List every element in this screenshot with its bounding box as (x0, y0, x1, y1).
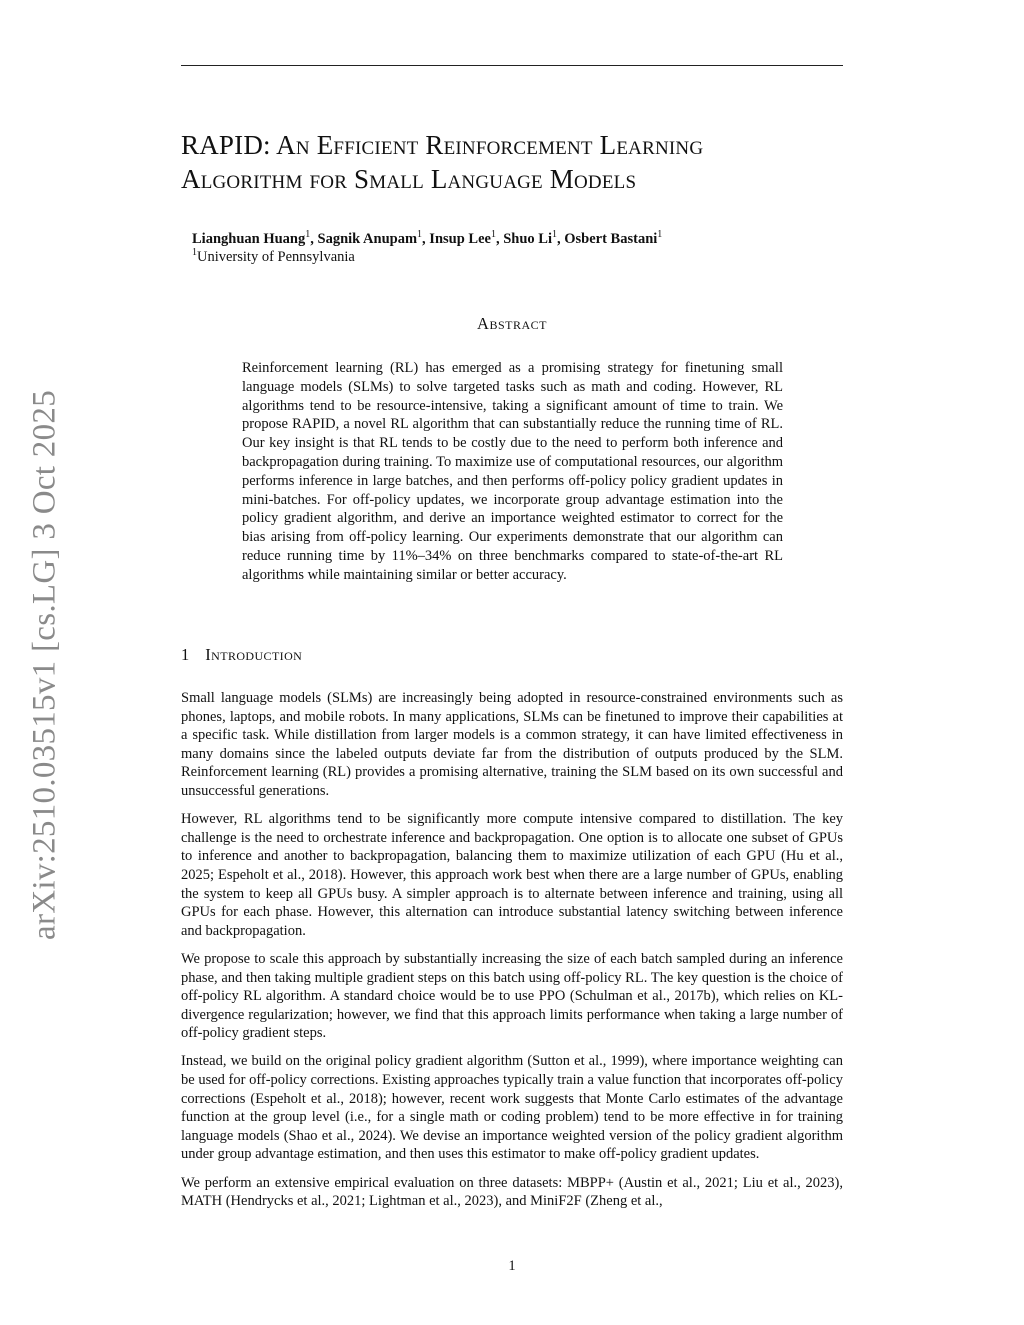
author-affiliation-mark: 1 (490, 229, 496, 240)
author-name: Lianghuan Huang (192, 230, 306, 247)
author-name: Osbert Bastani (564, 230, 658, 247)
affiliation (192, 247, 355, 266)
paper-title-line-2: Algorithm for Small Language Models (181, 164, 637, 194)
introduction-body (181, 689, 843, 1220)
author-name: Sagnik Anupam (317, 230, 418, 247)
author-affiliation-mark: 1 (657, 229, 663, 240)
section-number: 1 (181, 645, 190, 664)
author-affiliation-mark: 1 (551, 229, 557, 240)
body-paragraph: We perform an extensive empirical evaluation on three datasets: MBPP+ (Austin et al., 2021; Liu et al., 2023), MATH (Hendrycks et al., 2021; Lightman et al., 2023), and MiniF2F (Zheng et al., (181, 1174, 843, 1210)
author-name: Insup Lee (429, 230, 491, 247)
body-paragraph: Small language models (SLMs) are increasingly being adopted in resource-constrained environments such as phones, laptops, and mobile robots. In many applications, SLMs can be finetuned to improve their capabilities at a specific task. While distillation from larger models is a common strategy, it can have limited effectiveness in many domains since the labeled outputs deviate far from the distribution of outputs produced by the SLM. Reinforcement learning (RL) provides a promising alternative, training the SLM based on its own successful and unsuccessful generations. (181, 690, 843, 799)
abstract-heading: Abstract (477, 314, 547, 333)
body-paragraph: Instead, we build on the original policy gradient algorithm (Sutton et al., 1999), where importance weighting can be used for off-policy corrections. Existing approaches typically train a value function that incorporates off-policy corrections (Espeholt et al., 2018); however, recent work suggests that Monte Carlo estimates of the advantage function at the group level (i.e., for a single math or coding problem) tend to be more effective in for training language models (Shao et al., 2024). We devise an importance weighted version of the policy gradient algorithm under group advantage estimation, and then uses this estimator to make off-policy gradient updates. (181, 1053, 843, 1163)
body-paragraph: We propose to scale this approach by substantially increasing the size of each batch sampled during an inference phase, and then taking multiple gradient steps on this batch using off-policy RL. The key question is the choice of off-policy RL algorithm. A standard choice would be to use PPO (Schulman et al., 2017b), which relies on KL-divergence regularization; however, we find that this approach limits performance when taking a large number of off-policy gradient steps. (181, 950, 843, 1042)
affiliation-name: University of Pennsylvania (197, 248, 355, 265)
section-heading-introduction (181, 645, 302, 665)
top-rule (181, 65, 843, 66)
author-name: Shuo Li (503, 230, 552, 247)
section-title: Introduction (205, 645, 303, 664)
author-affiliation-mark: 1 (305, 229, 311, 240)
author-affiliation-mark: 1 (417, 229, 423, 240)
affiliation-mark: 1 (192, 247, 197, 258)
paper-title (181, 128, 861, 196)
arxiv-identifier-stamp (25, 380, 65, 950)
arxiv-identifier-text: arXiv:2510.03515v1 [cs.LG] 3 Oct 2025 (26, 389, 63, 941)
page-number: 1 (508, 1258, 516, 1274)
abstract-text: Reinforcement learning (RL) has emerged as a promising strategy for finetuning small language models (SLMs) to solve targeted tasks such as math and coding. However, RL algorithms tend to be resource-intensive, taking a significant amount of time to train. We propose RAPID, a novel RL algorithm that can substantially reduce the running time of RL. Our key insight is that RL tends to be costly due to the need to perform both inference and backpropagation during training. To maximize use of computational resources, our algorithm performs inference in large batches, and then performs off-policy policy gradient updates in mini-batches. For off-policy updates, we incorporate group advantage estimation into the policy gradient algorithm, and derive an importance weighted estimator to correct for the bias arising from off-policy learning. Our experiments demonstrate that our algorithm can reduce running time by 11%–34% on three benchmarks compared to state-of-the-art RL algorithms while maintaining similar or better accuracy. (242, 360, 783, 583)
body-paragraph: However, RL algorithms tend to be significantly more compute intensive compared to distillation. The key challenge is the need to orchestrate inference and backpropagation. One option is to allocate one subset of GPUs to inference and another to backpropagation, balancing them to maximize utilization of each GPU (Hu et al., 2025; Espeholt et al., 2018). However, this approach work best when there are a large number of GPUs, enabling the system to keep all GPUs busy. A simpler approach is to alternate between inference and training, using all GPUs for each phase. However, this alternation can introduce substantial latency switching between inference and backpropagation. (181, 811, 843, 939)
paper-title-line-1: RAPID: An Efficient Reinforcement Learning (181, 130, 704, 160)
author-list: Lianghuan Huang$^1$, Sagnik Anupam$^1$, Insup Lee$^1$, Shuo Li$^1$, Osbert Bastani$^1$ (192, 229, 663, 247)
